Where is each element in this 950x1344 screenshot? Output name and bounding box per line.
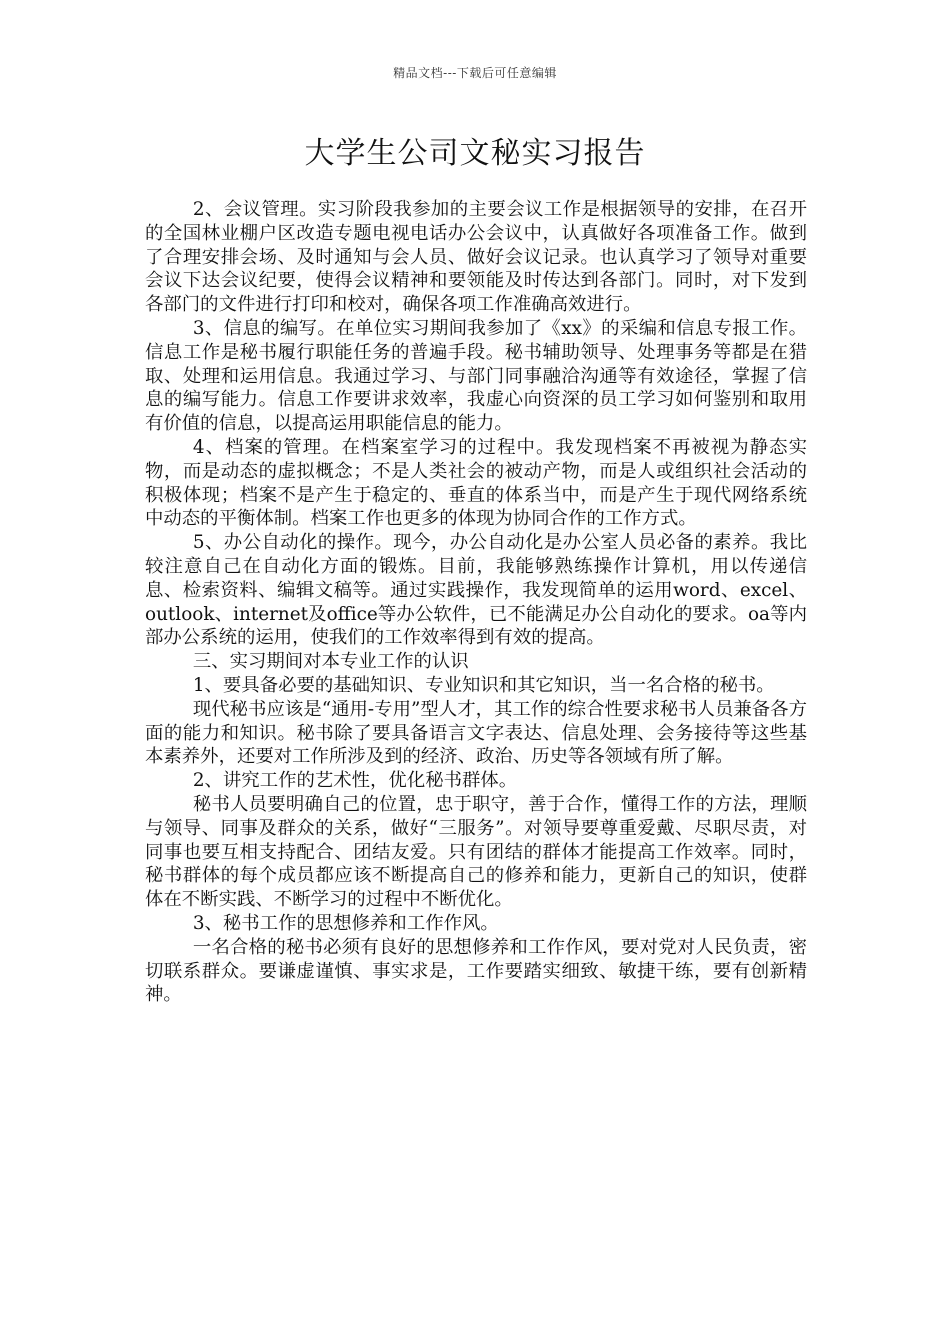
paragraph-information-writing: 3、信息的编写。在单位实习期间我参加了《xx》的采编和信息专报工作。信息工作是秘书履行职能任务的普遍手段。秘书辅助领导、处理事务等都是在猎取、处理和运用信息。我通过学习、与部门同事融洽沟通等有效途径，掌握了信息的编写能力。信息工作要讲求效率，我虚心向资深的员工学习如何鉴别和取用有价值的信息，以提高运用职能信息的能力。 [145,317,807,435]
paragraph-point-3-heading: 3、秘书工作的思想修养和工作作风。 [192,912,499,934]
page-title: 大学生公司文秘实习报告 [304,136,646,171]
paragraph-point-2-heading: 2、讲究工作的艺术性，优化秘书群体。 [192,770,518,792]
header-note: 精品文档---下载后可任意编辑 [393,66,557,80]
paragraph-archive-management: 4、档案的管理。在档案室学习的过程中。我发现档案不再被视为静态实物，而是动态的虚拟概念；不是人类社会的被动产物，而是人或组织社会活动的积极体现；档案不是产生于稳定的、垂直的体系当中，而是产生于现代网络系统中动态的平衡体制。档案工作也更多的体现为协同合作的工作方式。 [145,436,807,530]
document-body [145,198,807,1007]
paragraph-point-3-body: 一名合格的秘书必须有良好的思想修养和工作作风，要对党对人民负责，密切联系群众。要谦虚谨慎、事实求是，工作要踏实细致、敏捷干练，要有创新精神。 [145,936,807,1006]
paragraph-meeting-management: 2、会议管理。实习阶段我参加的主要会议工作是根据领导的安排，在召开的全国林业棚户区改造专题电视电话办公会议中，认真做好各项准备工作。做到了合理安排会场、及时通知与会人员、做好会议记录。也认真学习了领导对重要会议下达会议纪要，使得会议精神和要领能及时传达到各部门。同时，对下发到各部门的文件进行打印和校对，确保各项工作准确高效进行。 [145,199,807,316]
section-heading-understanding: 三、实习期间对本专业工作的认识 [192,651,469,673]
paragraph-office-automation: 5、办公自动化的操作。现今，办公自动化是办公室人员必备的素养。我比较注意自己在自动化方面的锻炼。目前，我能够熟练操作计算机，用以传递信息、检索资料、编辑文稿等。通过实践操作，我发现简单的运用word、excel、outlook、internet及office等办公软件，已不能满足办公自动化的要求。oa等内部办公系统的运用，使我们的工作效率得到有效的提高。 [145,532,807,649]
paragraph-point-1-body: 现代秘书应该是“通用-专用”型人才，其工作的综合性要求秘书人员兼备各方面的能力和知识。秘书除了要具备语言文字表达、信息处理、会务接待等这些基本素养外，还要对工作所涉及到的经济、政治、历史等各领域有所了解。 [145,698,807,768]
paragraph-point-2-body: 秘书人员要明确自己的位置，忠于职守，善于合作，懂得工作的方法，理顺与领导、同事及群众的关系，做好“三服务”。对领导要尊重爱戴、尽职尽责，对同事也要互相支持配合、团结友爱。只有团结的群体才能提高工作效率。同时，秘书群体的每个成员都应该不断提高自己的修养和能力，更新自己的知识，使群体在不断实践、不断学习的过程中不断优化。 [145,793,807,911]
paragraph-point-1-heading: 1、要具备必要的基础知识、专业知识和其它知识，当一名合格的秘书。 [192,674,775,696]
